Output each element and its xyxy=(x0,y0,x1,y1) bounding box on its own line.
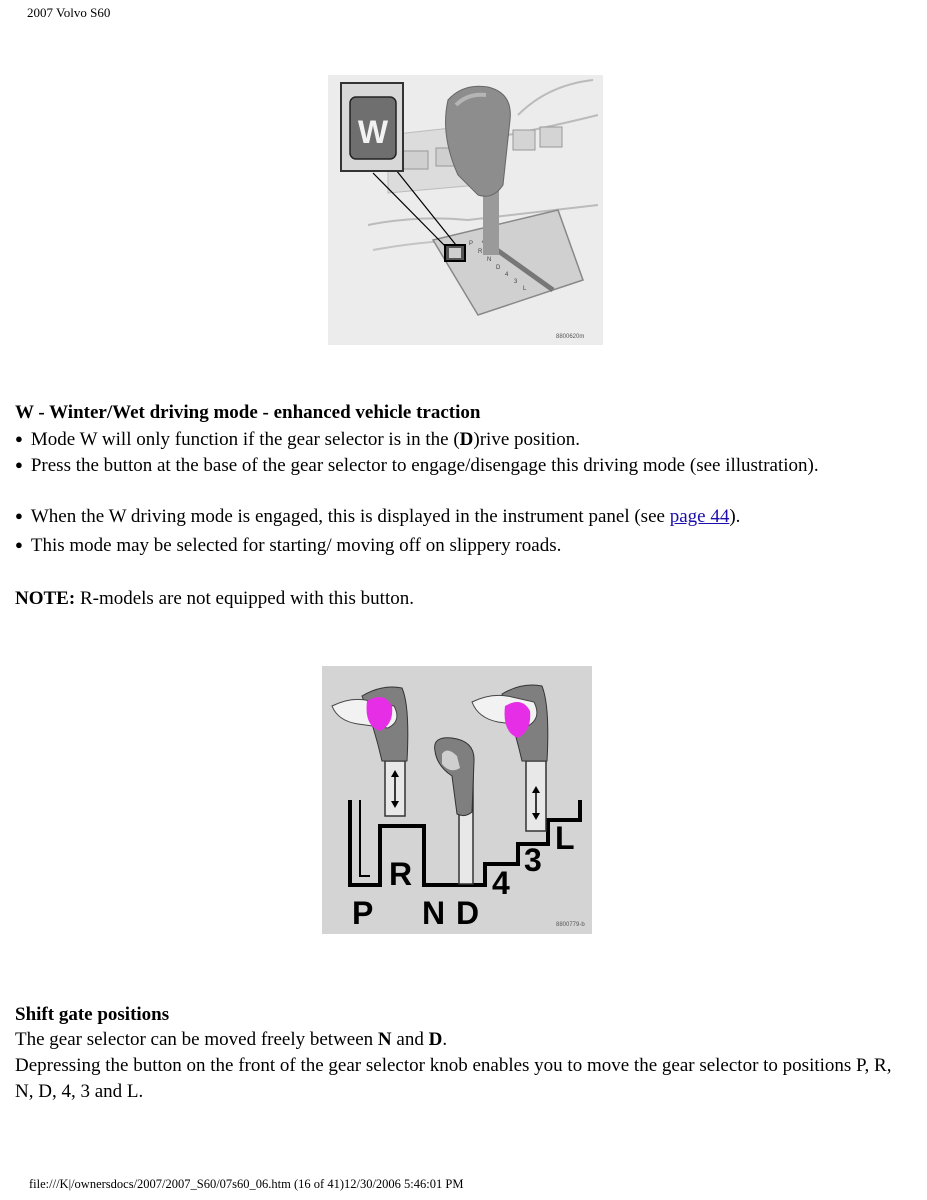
gate-n-label: N xyxy=(422,895,446,931)
bullet-dot-icon: ● xyxy=(15,537,23,552)
bullet-item: ● When the W driving mode is engaged, this is displayed in the instrument panel (see page 44). xyxy=(15,506,741,527)
gate-r-label: R xyxy=(389,856,413,892)
document-header: 2007 Volvo S60 xyxy=(27,5,111,20)
gate-label-4: 4 xyxy=(505,272,509,278)
gate-label-p: P xyxy=(469,241,474,247)
section2-line2: Depressing the button on the front of the gear selector knob enables you to move the gear selector to positions P, R, N, D, 4, 3 and L. xyxy=(15,1055,892,1102)
section1-heading: W - Winter/Wet driving mode - enhanced vehicle traction xyxy=(15,402,481,423)
gate-label-d: D xyxy=(496,265,501,271)
bullet-dot-icon: ● xyxy=(15,508,23,523)
gate-label-n: N xyxy=(487,257,492,263)
document-footer-path: file:///K|/ownersdocs/2007/2007_S60/07s60_06.htm (16 of 41)12/30/2006 5:46:01 PM xyxy=(29,1177,464,1191)
section2-line1: The gear selector can be moved freely between N and D. xyxy=(15,1029,448,1050)
bullet-dot-icon: ● xyxy=(15,431,23,446)
page-44-link[interactable]: page 44 xyxy=(669,506,730,527)
bullet-dot-icon: ● xyxy=(15,457,23,472)
w-button-letter: W xyxy=(357,114,389,150)
figure2-code: 8800779-b xyxy=(556,922,585,928)
shift-gate-illustration xyxy=(322,666,592,934)
gate-p-label: P xyxy=(352,895,374,931)
gate-d-label: D xyxy=(456,895,480,931)
gate-label-l: L xyxy=(523,286,527,292)
bullet-item: ● Mode W will only function if the gear selector is in the (D)rive position. xyxy=(15,429,581,450)
gate-l-label: L xyxy=(555,820,575,856)
gate-label-r: R xyxy=(478,249,483,255)
bullet-item: ● This mode may be selected for starting/ moving off on slippery roads. xyxy=(15,535,562,556)
figure1-code: 8800620m xyxy=(556,334,585,340)
gate-3-label: 3 xyxy=(524,842,542,878)
bullet-item: ● Press the button at the base of the gear selector to engage/disengage this driving mode (see illustration). xyxy=(15,455,819,476)
gate-4-label: 4 xyxy=(492,865,510,901)
gear-selector-w-illustration xyxy=(328,75,603,345)
note: NOTE: R-models are not equipped with this button. xyxy=(15,588,414,609)
section2-heading: Shift gate positions xyxy=(15,1004,170,1025)
gate-label-3: 3 xyxy=(514,279,518,285)
